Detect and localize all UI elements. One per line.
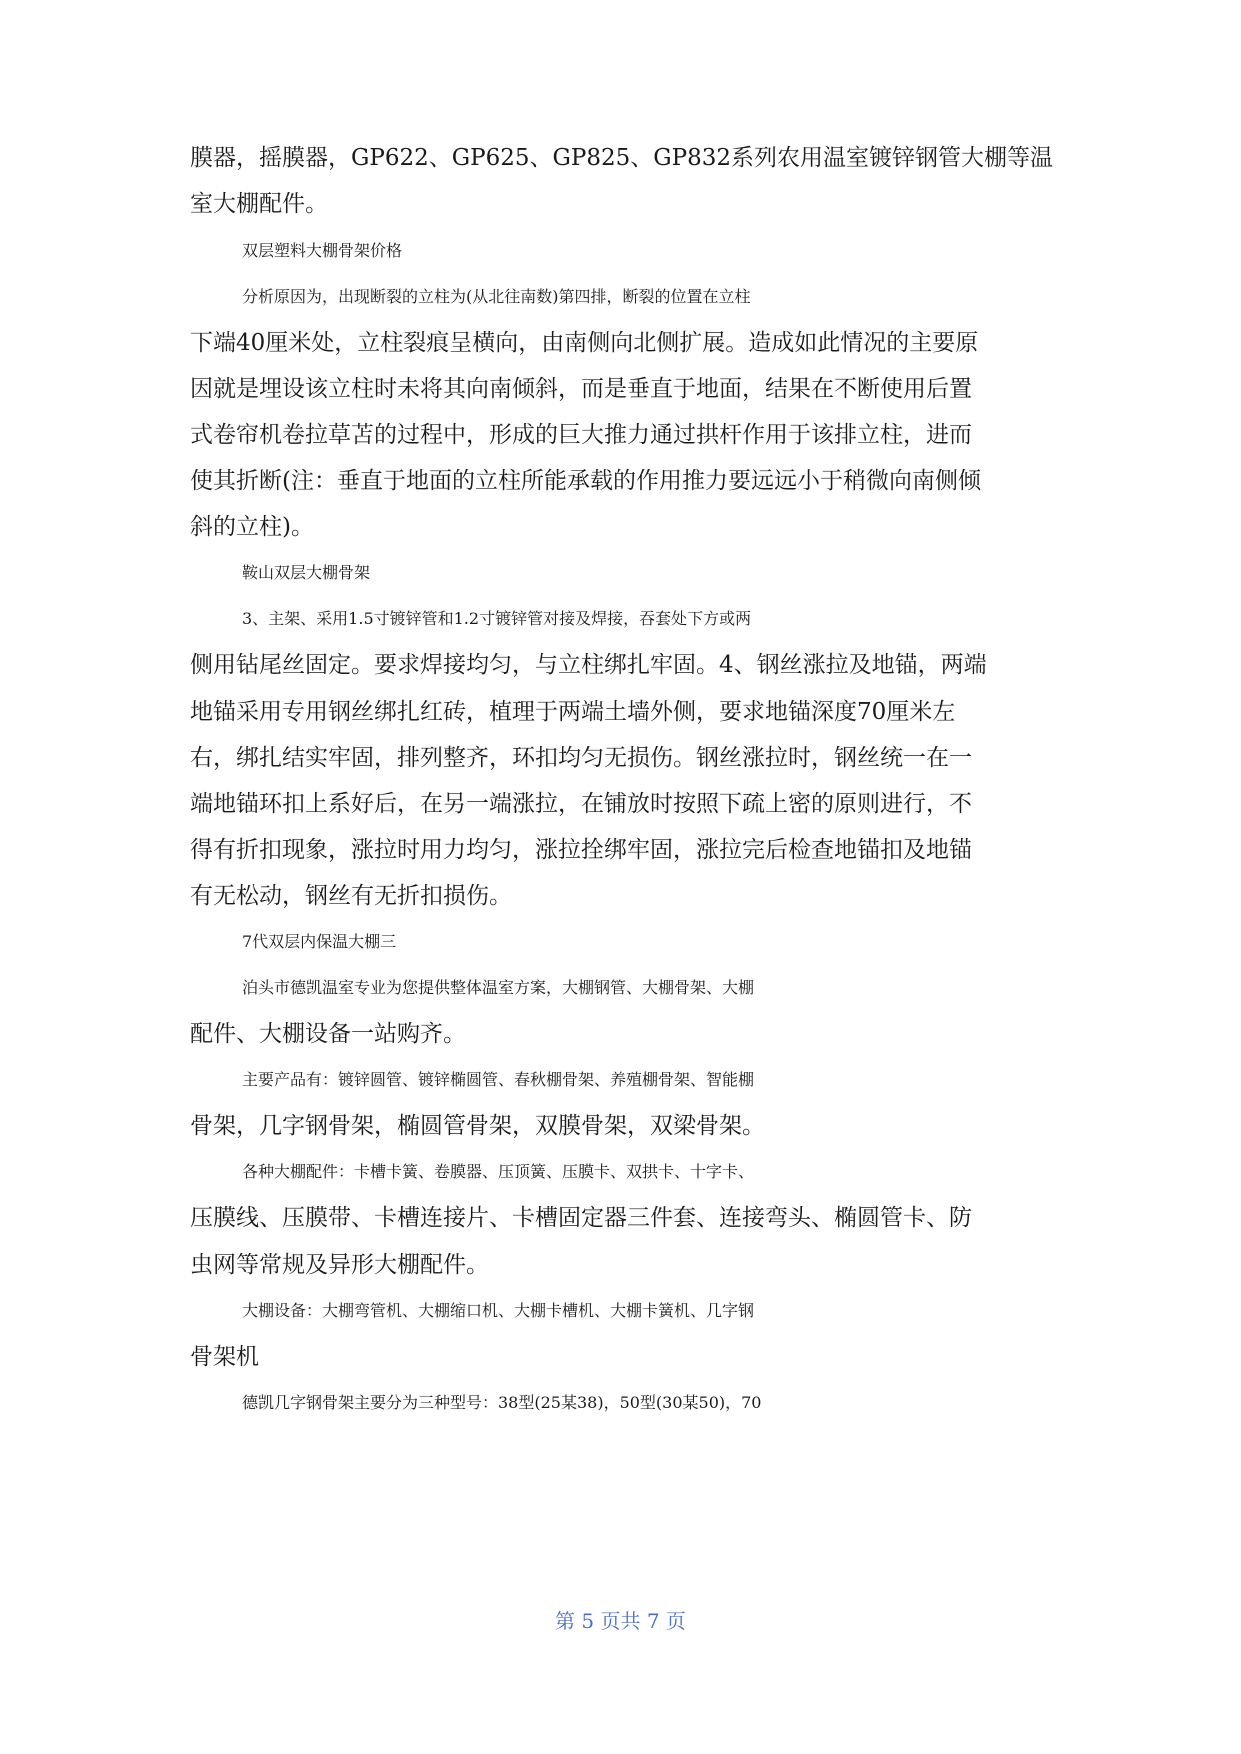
body-text-line: 分析原因为，出现断裂的立柱为(从北往南数)第四排，断裂的位置在立柱 bbox=[242, 287, 751, 306]
body-text-line: 压膜线、压膜带、卡槽连接片、卡槽固定器三件套、连接弯头、椭圆管卡、防 bbox=[190, 1205, 972, 1231]
body-text-line: 主要产品有：镀锌圆管、镀锌椭圆管、春秋棚骨架、养殖棚骨架、智能棚 bbox=[242, 1070, 755, 1089]
body-text-line: 斜的立柱)。 bbox=[190, 514, 314, 540]
body-text-line: 膜器，摇膜器，GP622、GP625、GP825、GP832系列农用温室镀锌钢管大棚等温 bbox=[190, 145, 1053, 171]
page-number-footer: 第 5 页共 7 页 bbox=[555, 1609, 686, 1633]
body-text-line: 泊头市德凯温室专业为您提供整体温室方案，大棚钢管、大棚骨架、大棚 bbox=[242, 978, 755, 997]
body-text-line: 因就是埋设该立柱时未将其向南倾斜，而是垂直于地面，结果在不断使用后置 bbox=[190, 376, 972, 402]
body-text-line: 各种大棚配件：卡槽卡簧、卷膜器、压顶簧、压膜卡、双拱卡、十字卡、 bbox=[242, 1162, 755, 1181]
body-text-line: 侧用钻尾丝固定。要求焊接均匀，与立柱绑扎牢固。4、钢丝涨拉及地锚，两端 bbox=[190, 652, 987, 678]
body-text-line: 式卷帘机卷拉草苫的过程中，形成的巨大推力通过拱杆作用于该排立柱，进而 bbox=[190, 422, 972, 448]
body-text-line: 3、主架、采用1.5寸镀锌管和1.2寸镀锌管对接及焊接，吞套处下方或两 bbox=[242, 609, 752, 628]
body-text-line: 得有折扣现象，涨拉时用力均匀，涨拉拴绑牢固，涨拉完后检查地锚扣及地锚 bbox=[190, 837, 972, 863]
body-text-line: 骨架机 bbox=[190, 1344, 259, 1370]
body-text-line: 使其折断(注：垂直于地面的立柱所能承载的作用推力要远远小于稍微向南侧倾 bbox=[190, 468, 981, 494]
body-text-line: 右，绑扎结实牢固，排列整齐，环扣均匀无损伤。钢丝涨拉时，钢丝统一在一 bbox=[190, 745, 972, 771]
body-text-line: 虫网等常规及异形大棚配件。 bbox=[190, 1252, 489, 1278]
body-text-line: 下端40厘米处，立柱裂痕呈横向，由南侧向北侧扩展。造成如此情况的主要原 bbox=[190, 330, 979, 356]
body-text-line: 配件、大棚设备一站购齐。 bbox=[190, 1021, 466, 1047]
body-text-line: 有无松动，钢丝有无折扣损伤。 bbox=[190, 883, 512, 909]
body-text-line: 端地锚环扣上系好后，在另一端涨拉，在铺放时按照下疏上密的原则进行，不 bbox=[190, 791, 972, 817]
body-text-line: 地锚采用专用钢丝绑扎红砖，植理于两端土墙外侧，要求地锚深度70厘米左 bbox=[190, 699, 956, 725]
section-heading: 鞍山双层大棚骨架 bbox=[242, 563, 371, 582]
section-heading: 7代双层内保温大棚三 bbox=[242, 932, 397, 951]
body-text-line: 大棚设备：大棚弯管机、大棚缩口机、大棚卡槽机、大棚卡簧机、几字钢 bbox=[242, 1301, 755, 1320]
body-text-line: 骨架，几字钢骨架，椭圆管骨架，双膜骨架，双梁骨架。 bbox=[190, 1113, 765, 1139]
body-text-line: 德凯几字钢骨架主要分为三种型号：38型(25某38)，50型(30某50)，70 bbox=[242, 1393, 762, 1412]
section-heading: 双层塑料大棚骨架价格 bbox=[242, 241, 403, 260]
body-text-line: 室大棚配件。 bbox=[190, 191, 328, 217]
